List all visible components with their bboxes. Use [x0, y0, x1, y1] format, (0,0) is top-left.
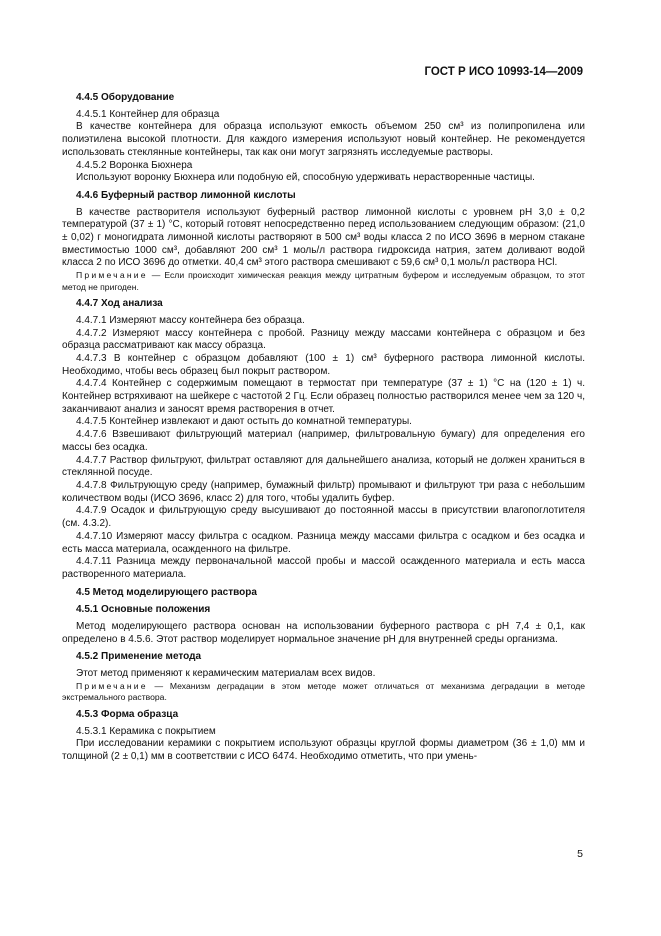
page-number: 5	[577, 848, 583, 860]
note-label: Примечание	[76, 270, 148, 281]
page-body	[62, 92, 585, 764]
section-heading-4-5-2: 4.5.2 Применение метода	[76, 651, 202, 663]
subsection-4-4-5-2: 4.4.5.2 Воронка Бюхнера	[76, 159, 193, 171]
section-heading-4-5-1: 4.5.1 Основные положения	[76, 604, 211, 616]
document-code: ГОСТ Р ИСО 10993-14—2009	[424, 66, 583, 78]
paragraph-4-4-5-1: В качестве контейнера для образца используют емкость объемом 250 см³ из полипропилена или полиэтилена высокой плотности. Для каждого измерения используют новый контейнер. Не рекомендуется использовать стеклянные контейнеры, так как они могут загрязнять исследуемые растворы.	[62, 121, 585, 158]
step-4-4-7-9: 4.4.7.9 Осадок и фильтрующую среду высушивают до постоянной массы в присутствии влагопоглотителя (см. 4.3.2).	[62, 505, 585, 530]
paragraph-4-5-2: Этот метод применяют к керамическим материалам всех видов.	[76, 668, 376, 680]
step-4-4-7-7: 4.4.7.7 Раствор фильтруют, фильтрат оставляют для дальнейшего анализа, который не должен храниться в стеклянной посуде.	[62, 454, 585, 479]
note-text: — Механизм деградации в этом методе может отличаться от механизма деградации в методе экстремального раствора.	[62, 680, 585, 703]
step-4-4-7-6: 4.4.7.6 Взвешивают фильтрующий материал (например, фильтровальную бумагу) для определения его массы без осадка.	[62, 429, 585, 453]
subsection-4-5-3-1: 4.5.3.1 Керамика с покрытием	[76, 725, 216, 737]
note-text: — Если происходит химическая реакция между цитратным буфером и исследуемым образцом, то этот метод не пригоден.	[62, 270, 585, 292]
section-heading-4-5: 4.5 Метод моделирующего раствора	[76, 586, 257, 598]
step-4-4-7-2: 4.4.7.2 Измеряют массу контейнера с пробой. Разницу между массами контейнера с образцом и без образца рассматривают как массу образца.	[62, 327, 585, 352]
paragraph-4-5-1: Метод моделирующего раствора основан на использовании буферного раствора с pH 7,4 ± 0,1, как определено в 4.5.6. Этот раствор моделирует нормальное значение pH для внутренней среды организма.	[62, 621, 585, 645]
paragraph-4-5-3-1: При исследовании керамики с покрытием используют образцы круглой формы диаметром (36 ± 1,0) мм и толщиной (2 ± 0,1) мм в соответствии с ИСО 6474. Необходимо отметить, что при умень-	[62, 738, 585, 762]
step-4-4-7-11: 4.4.7.11 Разница между первоначальной массой пробы и массой осажденного материала и есть масса растворенного материала.	[62, 556, 585, 580]
section-heading-4-4-7: 4.4.7 Ход анализа	[76, 298, 163, 310]
note-degradation	[62, 681, 585, 704]
note-label: Примечание	[76, 680, 148, 691]
step-4-4-7-5: 4.4.7.5 Контейнер извлекают и дают остыть до комнатной температуры.	[76, 416, 412, 428]
note-citrate	[62, 270, 585, 293]
section-heading-4-4-6: 4.4.6 Буферный раствор лимонной кислоты	[76, 189, 296, 201]
section-heading-4-4-5: 4.4.5 Оборудование	[76, 92, 175, 103]
step-4-4-7-3: 4.4.7.3 В контейнер с образцом добавляют (100 ± 1) см³ буферного раствора лимонной кислоты. Необходимо, чтобы весь образец был покрыт раствором.	[62, 352, 585, 377]
paragraph-4-4-6: В качестве растворителя используют буферный раствор лимонной кислоты с уровнем pH 3,0 ± 0,2 температурой (37 ± 1) °С, который готовят непосредственно перед использованием следующим образом: (21,0 ± 0,02) г моногидрата лимонной кислоты растворяют в 500 см³ воды класса 2 по ИСО 3696 в мерном стакане вместимостью 1000 см³, добавляют 200 см³ 1 моль/л раствора гидроксида натрия, затем доливают водой класса 2 по ИСО 3696 до отметки. 40,4 см³ этого раствора смешивают с 59,6 см³ 0,1 моль/л раствора HCl.	[62, 206, 585, 269]
paragraph-4-4-5-2: Используют воронку Бюхнера или подобную ей, способную удерживать нерастворенные частицы.	[76, 172, 535, 184]
section-heading-4-5-3: 4.5.3 Форма образца	[76, 708, 179, 720]
step-4-4-7-1: 4.4.7.1 Измеряют массу контейнера без образца.	[76, 314, 305, 326]
step-4-4-7-4: 4.4.7.4 Контейнер с содержимым помещают в термостат при температуре (37 ± 1) °С на (120 ± 1) ч. Контейнер встряхивают на шейкере с частотой 2 Гц. Если образец полностью растворился менее чем за 120 ч, заканчивают анализ и заносят время растворения в отчет.	[62, 378, 585, 415]
step-4-4-7-8: 4.4.7.8 Фильтрующую среду (например, бумажный фильтр) промывают и фильтруют три раза с небольшим количеством воды (ИСО 3696, класс 2) для того, чтобы удалить буфер.	[62, 479, 585, 504]
subsection-4-4-5-1: 4.4.5.1 Контейнер для образца	[76, 108, 220, 120]
step-4-4-7-10: 4.4.7.10 Измеряют массу фильтра с осадком. Разница между массами фильтра с осадком и без осадка и есть масса материала, осажденного на фильтре.	[62, 530, 585, 555]
